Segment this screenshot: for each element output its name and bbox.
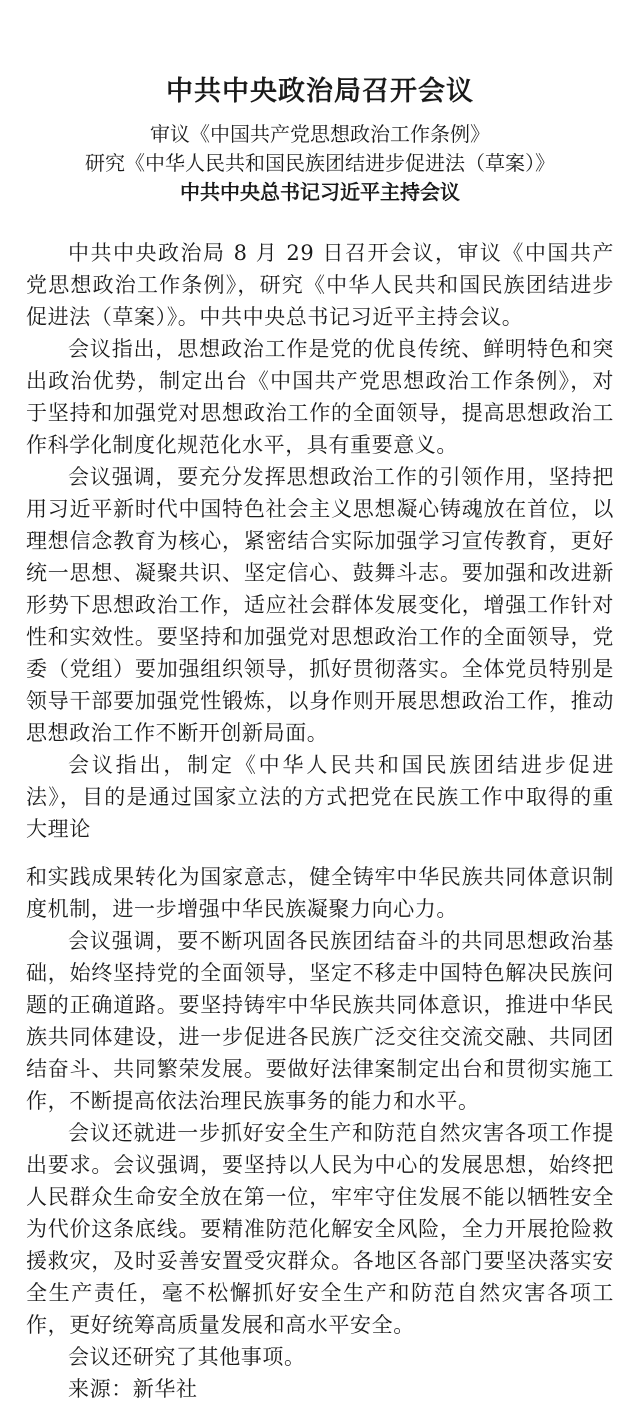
article-title: 中共中央政治局召开会议 [166, 76, 474, 107]
subtitle-line: 中共中央总书记习近平主持会议 [180, 180, 460, 204]
body-paragraph: 中共中央政治局 8 月 29 日召开会议，审议《中国共产党思想政治工作条例》，研究《中华人民共和国民族团结进步促进法（草案）》。中共中央总书记习近平主持会议。 [26, 241, 614, 329]
subtitle-line: 研究《中华人民共和国民族团结进步促进法（草案）》 [85, 151, 555, 175]
body-paragraph: 会议指出，制定《中华人民共和国民族团结进步促进法》，目的是通过国家立法的方式把党在民族工作中取得的重大理论 [26, 753, 614, 841]
body-paragraph: 和实践成果转化为国家意志，健全铸牢中华民族共同体意识制度机制，进一步增强中华民族凝聚力向心力。 [26, 865, 614, 921]
source-line: 来源：新华社 [68, 1377, 198, 1401]
body-paragraph: 会议强调，要充分发挥思想政治工作的引领作用，坚持把用习近平新时代中国特色社会主义思想凝心铸魂放在首位，以理想信念教育为核心，紧密结合实际加强学习宣传教育，更好统一思想、凝聚共识、坚定信心、鼓舞斗志。要加强和改进新形势下思想政治工作，适应社会群体发展变化，增强工作针对性和实效性。要坚持和加强党对思想政治工作的全面领导，党委（党组）要加强组织领导，抓好贯彻落实。全体党员特别是领导干部要加强党性锻炼，以身作则开展思想政治工作，推动思想政治工作不断开创新局面。 [26, 465, 614, 745]
article-subtitles [26, 120, 614, 207]
body-paragraph: 会议指出，思想政治工作是党的优良传统、鲜明特色和突出政治优势，制定出台《中国共产党思想政治工作条例》，对于坚持和加强党对思想政治工作的全面领导，提高思想政治工作科学化制度化规范化水平，具有重要意义。 [26, 337, 614, 457]
body-paragraph: 会议强调，要不断巩固各民族团结奋斗的共同思想政治基础，始终坚持党的全面领导，坚定不移走中国特色解决民族问题的正确道路。要坚持铸牢中华民族共同体意识，推进中华民族共同体建设，进一步促进各民族广泛交往交流交融、共同团结奋斗、共同繁荣发展。要做好法律案制定出台和贯彻实施工作，不断提高依法治理民族事务的能力和水平。 [26, 929, 614, 1113]
body-paragraph: 会议还就进一步抓好安全生产和防范自然灾害各项工作提出要求。会议强调，要坚持以人民为中心的发展思想，始终把人民群众生命安全放在第一位，牢牢守住发展不能以牺牲安全为代价这条底线。要精准防范化解安全风险，全力开展抢险救援救灾，及时妥善安置受灾群众。各地区各部门要坚决落实安全生产责任，毫不松懈抓好安全生产和防范自然灾害各项工作，更好统筹高质量发展和高水平安全。 [26, 1121, 614, 1337]
body-paragraph: 会议还研究了其他事项。 [68, 1345, 306, 1369]
article-body [26, 237, 614, 1405]
subtitle-line: 审议《中国共产党思想政治工作条例》 [150, 122, 490, 146]
